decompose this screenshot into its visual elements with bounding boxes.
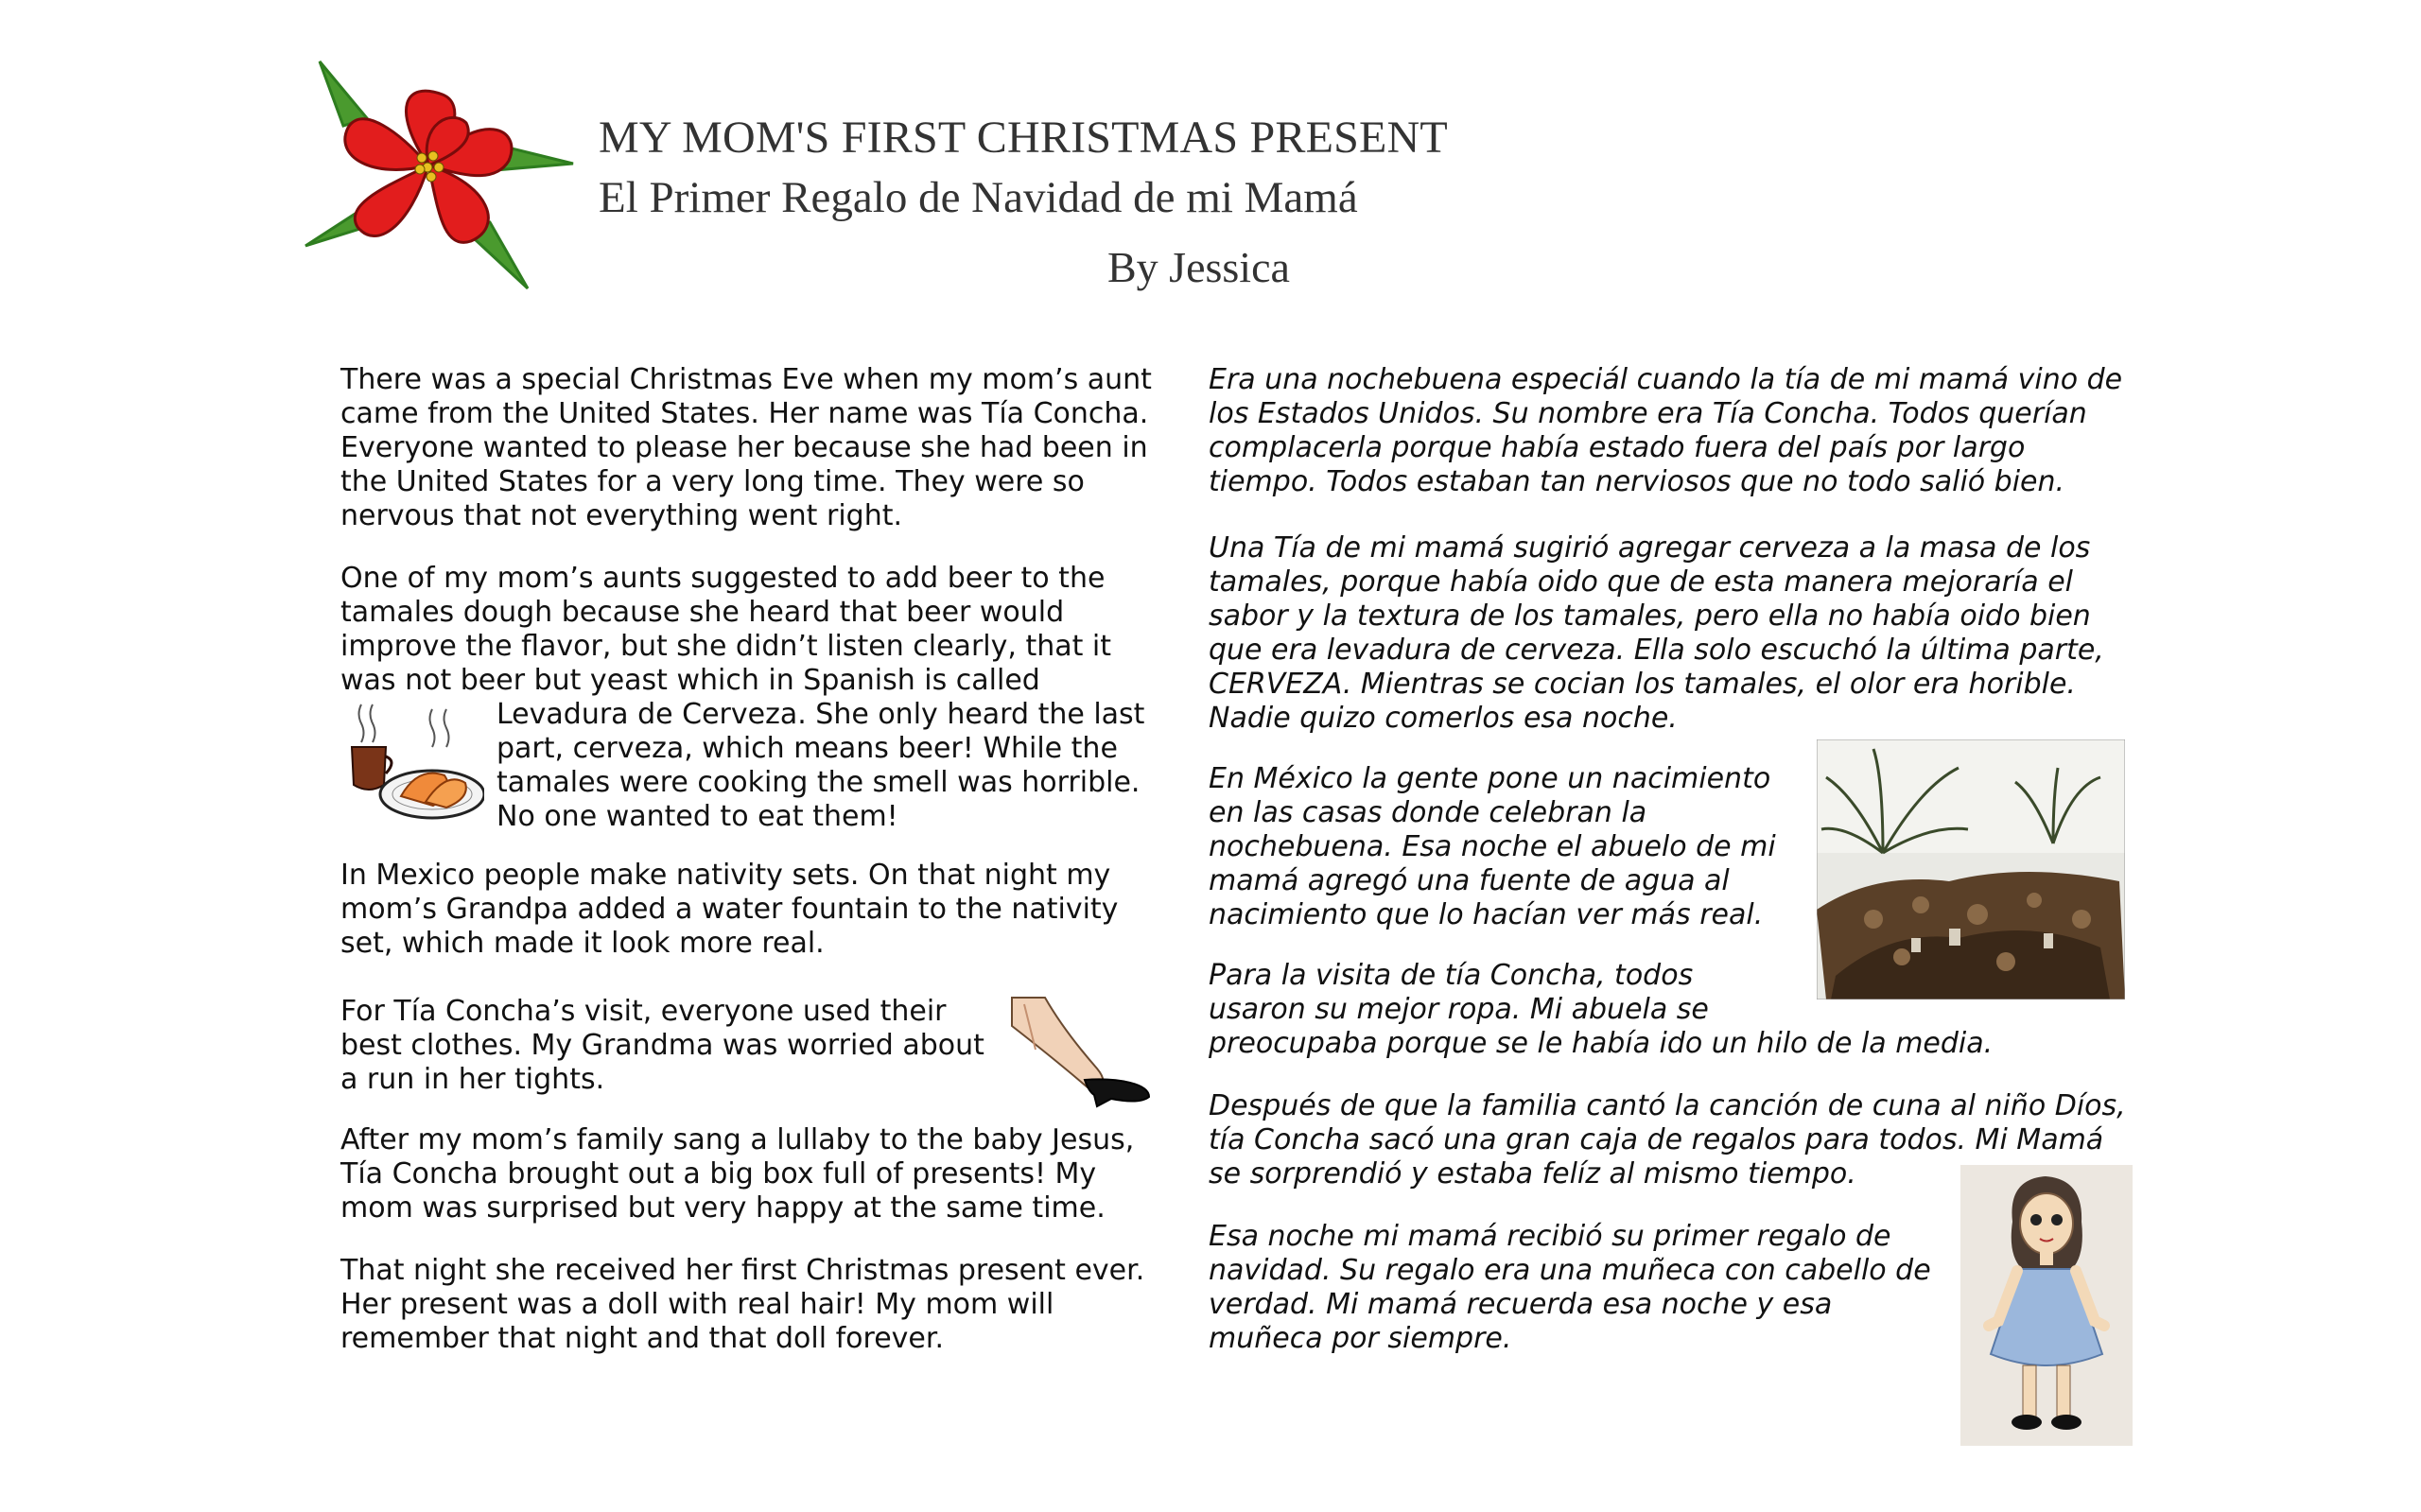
line: que era levadura de cerveza. Ella solo escuchó la última parte, xyxy=(1209,634,2104,667)
english-paragraph-4 xyxy=(340,859,1163,961)
line: was not beer but yeast which in Spanish is called xyxy=(340,664,1040,697)
line: After my mom’s family sang a lullaby to the baby Jesus, xyxy=(340,1123,1135,1156)
line: tamales dough because she heard that beer would xyxy=(340,596,1065,629)
tamales-plate-illustration xyxy=(342,700,484,823)
line: Era una nochebuena especiál cuando la tía de mi mamá vino de xyxy=(1209,363,2123,396)
line: a run in her tights. xyxy=(340,1063,605,1096)
english-paragraph-3 xyxy=(496,698,1158,834)
line: mamá agregó una fuente de agua al xyxy=(1209,864,1730,897)
line: complacerla porque había estado fuera del país por largo xyxy=(1209,431,2026,464)
line: Después de que la familia cantó la canción de cuna al niño Díos, xyxy=(1209,1089,2126,1122)
line: usaron su mejor ropa. Mi abuela se xyxy=(1209,993,1709,1026)
line: muñeca por siempre. xyxy=(1209,1322,1512,1355)
line: En México la gente pone un nacimiento xyxy=(1209,762,1771,795)
line: best clothes. My Grandma was worried about xyxy=(340,1029,984,1062)
line: improve the flavor, but she didn’t listen clearly, that it xyxy=(340,630,1111,663)
line: verdad. Mi mamá recuerda esa noche y esa xyxy=(1209,1288,1833,1321)
line: navidad. Su regalo era una muñeca con cabello de xyxy=(1209,1254,1931,1287)
line: en las casas donde celebran la xyxy=(1209,796,1647,829)
line: Levadura de Cerveza. She only heard the last xyxy=(496,698,1145,731)
spanish-paragraph-2 xyxy=(1209,531,2135,736)
line: One of my mom’s aunts suggested to add beer to the xyxy=(340,562,1106,595)
line: Everyone wanted to please her because she had been in xyxy=(340,431,1148,464)
line: tiempo. Todos estaban tan nerviosos que no todo salió bien. xyxy=(1209,465,2065,498)
line: los Estados Unidos. Su nombre era Tía Concha. Todos querían xyxy=(1209,397,2087,430)
page-subtitle: El Primer Regalo de Navidad de mi Mamá xyxy=(599,173,1358,222)
line: part, cerveza, which means beer! While the xyxy=(496,732,1118,765)
line: nochebuena. Esa noche el abuelo de mi xyxy=(1209,830,1776,863)
spanish-paragraph-4 xyxy=(1209,959,2135,1061)
poinsettia-icon xyxy=(301,52,577,307)
line: mom’s Grandpa added a water fountain to the nativity xyxy=(340,893,1119,926)
line: Tía Concha brought out a big box full of presents! My xyxy=(340,1157,1097,1190)
line: nacimiento que lo hacían ver más real. xyxy=(1209,898,1764,931)
line: Una Tía de mi mamá sugirió agregar cerveza a la masa de los xyxy=(1209,531,2091,565)
line: That night she received her first Christmas present ever. xyxy=(340,1254,1145,1287)
line: preocupaba porque se le había ido un hilo de la media. xyxy=(1209,1027,1994,1060)
spanish-paragraph-6 xyxy=(1209,1220,1931,1356)
line: CERVEZA. Mientras se cocian los tamales, el olor era horible. xyxy=(1209,668,2076,701)
line: remember that night and that doll forever. xyxy=(340,1322,944,1355)
line: mom was surprised but very happy at the same time. xyxy=(340,1191,1106,1225)
line: came from the United States. Her name was Tía Concha. xyxy=(340,397,1149,430)
line: No one wanted to eat them! xyxy=(496,800,898,833)
spanish-paragraph-3 xyxy=(1209,762,1795,932)
page-title: MY MOM'S FIRST CHRISTMAS PRESENT xyxy=(599,113,1448,163)
byline: By Jessica xyxy=(1107,243,1290,291)
leg-tights-illustration xyxy=(1007,993,1158,1108)
line: sabor y la textura de los tamales, pero ella no había oido bien xyxy=(1209,600,2091,633)
line: For Tía Concha’s visit, everyone used their xyxy=(340,995,947,1028)
english-paragraph-7 xyxy=(340,1254,1163,1356)
line: Nadie quizo comerlos esa noche. xyxy=(1209,702,1678,735)
line: tía Concha sacó una gran caja de regalos para todos. Mi Mamá xyxy=(1209,1123,2104,1156)
line: set, which made it look more real. xyxy=(340,927,825,960)
spanish-paragraph-1 xyxy=(1209,363,2135,499)
doll-drawing xyxy=(1960,1165,2133,1446)
line: nervous that not everything went right. xyxy=(340,499,903,532)
english-paragraph-5 xyxy=(340,995,1002,1097)
english-paragraph-6 xyxy=(340,1123,1163,1225)
line: There was a special Christmas Eve when my mom’s aunt xyxy=(340,363,1152,396)
line: In Mexico people make nativity sets. On that night my xyxy=(340,859,1111,892)
line: se sorprendió y estaba felíz al mismo tiempo. xyxy=(1209,1157,1856,1190)
line: Para la visita de tía Concha, todos xyxy=(1209,959,1694,992)
line: Her present was a doll with real hair! My mom will xyxy=(340,1288,1054,1321)
english-paragraph-1 xyxy=(340,363,1163,533)
line: Esa noche mi mamá recibió su primer regalo de xyxy=(1209,1220,1891,1253)
english-paragraph-2 xyxy=(340,562,1163,698)
line: tamales, porque había oido que de esta manera mejoraría el xyxy=(1209,565,2074,599)
line: tamales were cooking the smell was horrible. xyxy=(496,766,1141,799)
line: the United States for a very long time. They were so xyxy=(340,465,1085,498)
